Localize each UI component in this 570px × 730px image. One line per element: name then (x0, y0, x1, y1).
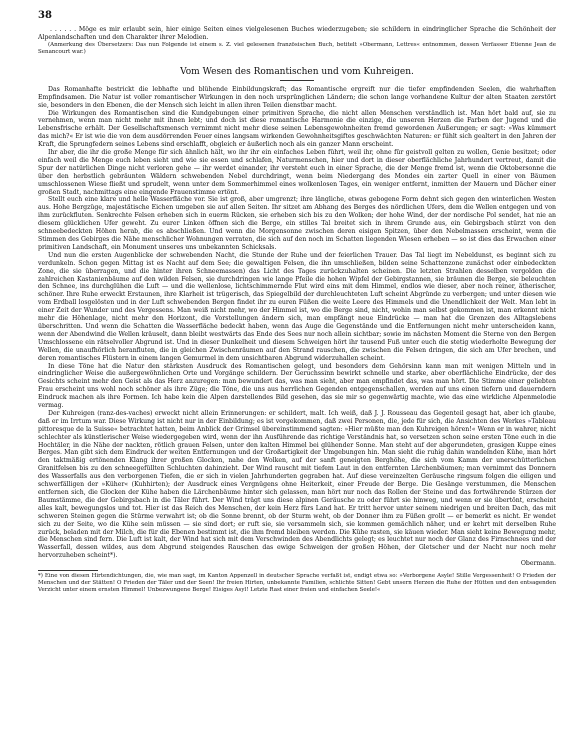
signature: Obermann. (520, 560, 556, 568)
body-paragraph: Die Wirkungen des Romantischen sind die Kundgebungen einer primitiven Sprache, die nicht allen Menschen verständlich ist. Man hört bald auf, sie zu vernehmen, wenn man nicht mehr mit ihnen lebt; und doch ist diese romantische Harmonie die einzige, die unseren Herzen die Farben der Jugend und die Lebensfrische erhält. Der Gesellschaftsmensch vernimmt nicht mehr diese seinen Lebensgewohnheiten fremd gewordenen Äußerungen; er sagt: »Was kümmert das mich?« Er ist wie die von dem ausdörrenden Feuer eines langsam wirkenden Gewohnheitsgiftes geschwächten Naturen: er fühlt sich gealtert in den Jahren der Kraft, die Sprungfedern seines Lebens sind erschlafft, obgleich er äußerlich noch als ein ganzer Mann erscheint. (38, 109, 556, 149)
body-paragraph: Und nun die ersten Augenblicke der schwebenden Nacht, die Stunde der Ruhe und der feierlichen Trauer. Das Tal liegt im Nebeldunst, es beginnt sich zu verdunkeln. Schon gegen Mittag ist es Nacht auf dem See; die gewaltigen Felsen, die ihn umschließen, bilden seine Schattenzone zunächst oder einbedeckten Zone, die sie überragen, und die hinter ihren Schneemassen) das Licht des Tages zurückzuhalten scheinen. Die letzten Strahlen desselben vergolden die zahlreichen Kastanienbäume auf den wilden Felsen, sie durchdringen wie lange Pfeile die hohen Wipfel der Gebirgstannen, sie bräunen die Berge, sie beleuchten den Schnee, ins durchglühen die Luft — und die wellenlose, lichtschimmernde Flut wird eins mit dem Himmel, endlos wie dieser, aber noch reiner, ätherischer, schöner. Ihre Ruhe erweckt Erstaunen, ihre Klarheit ist trügerisch, das Spiegelbild der durchleuchteten Luft scheint Abgründe zu verbergen; und unter diesen wie vom Erdball losgelösten und in der Luft schwebenden Bergen findet ihr zu euren Füßen die weite Leere des Himmels und die Unendlichkeit der Welt. Man lebt in einer Zeit der Wunder und des Vergessens. Man weiß nicht mehr, wo der Himmel ist, wo die Berge sind, nicht, wohin man selbst gekommen ist, man erkennt nicht mehr die Höhenlage, nicht mehr den Horizont, die Vorstellungen ändern sich, man empfängt neue Eindrücke — man hat die Grenzen des Alltagslebens überschritten. Und wenn die Schatten die Wasserfläche bedeckt haben, wenn das Auge die Gegenstände und die Entfernungen nicht mehr unterscheiden kann, wenn der Abendwind die Wellen kräuselt, dann bleibt westwärts das Ende des Sees nur noch allein sichtbar; sowie im nächsten Moment die Sterne von den Bergen Umschlossene ein rätselvoller Abgrund ist. Und in dieser Dunkelheit und diesem Schweigen hört ihr tausend Fuß unter euch die stetig wiederholte Bewegung der Wellen, die unaufhörlich heranfluten, die in gleichen Zwischenräumen auf den Strand rauschen, die zwischen die Felsen dringen, die sich am Ufer brechen, und deren romantisches Flüstern in einem langen Gemurmel in dem unsichtbaren Abgrund widerzuhallen scheint. (38, 251, 556, 362)
body-paragraph: Ihr aber, die ihr die große Menge für sich ähnlich hält, wo ihr ihr ein einfaches Leben führt, weil ihr, ohne für geistvoll gelten zu wollen, Genie besitzet; oder einfach weil die Menge euch leben sieht und wie sie essen und schlafen, Naturmenschen, hier und dort in dieser oberflächliche Jahrhundert vertreut, damit die Spur der natürlichen Dinge nicht verloren gehe — ihr werdet einander, ihr versteht euch in einer Sprache, die der Menge fremd ist, wenn die Oktobersonne die über den herbstlich gebräunten Wäldern schwebenden Nebel durchdringt, wenn beim Niedergang des Mondes ein zarter Quell in einer von Bäumen umschlossenen Wiese fließt und sprudelt, wenn unter dem Sommerhimmel eines wolkenlosen Tages, ein weniger entfernt, inmitten der Mauern und Dächer einer großen Stadt, nachmittags eine eingende Frauenstimme ertönt. (38, 149, 556, 196)
footnote: *) Eine von diesen Hirtendichtungen, die, wie man sagt, im Kanton Appenzell in deutscher Sprache verfaßt ist, endigt etwa so: »Verborgene Asyle! Stille Vergessenheit! O Frieden der Menschen und der Stätten! O Frieden der Täler und der Seen! Ihr freien Hirten, unbekannte Familien, schlichte Sitten! Gebt unsern Herzen die Ruhe der Hütten und den entsagenden Verzicht unter einem ernsten Himmel! Unbezwungene Berge! Eisiges Asyl! Letzte Rast einer freien und einfachen Seele!« (38, 573, 556, 593)
intro-paragraph: . . . . . . Möge es mir erlaubt sein, hier einige Seiten eines vielgelesenen Buches wiederzugeben; sie schildern in eindringlicher Sprache die Schönheit der Alpenlandschaften und den Charakter ihrer Melodien. (38, 26, 556, 41)
translator-note: (Anmerkung des Übersetzers: Das nun Folgende ist einem s. Z. viel gelesenen französischen Buch, betitelt »Obermann, Lettres« entnommen, dessen Verfasser Etienne Jean de Senancourt war.) (38, 42, 556, 55)
body-text (38, 86, 556, 560)
section-title: Vom Wesen des Romantischen und vom Kuhreigen. (180, 66, 414, 77)
footnote-divider (38, 570, 98, 571)
book-page (38, 10, 556, 594)
title-divider (280, 80, 314, 81)
body-paragraph: Stellt euch eine klare und helle Wasserfläche vor. Sie ist groß, aber umgrenzt; ihre längliche, etwas gebogene Form dehnt sich gegen den winterlichen Westen aus. Hohe Bergzüge, majestätische Eichen umgeben sie auf allen Seiten. Ihr sitzet am Abhang des Berges des nördlichen Ufers, dem die Wellen entgegen und von ihm zurückfluten. Senkrechte Felsen erheben sich in euerm Rücken, sie erheben sich bis zu den Wolken; der hohe Wind, der der nordische Pol sendet, hat nie an diesem glücklichen Ufer geweht. Zu eurer Linken öffnen sich die Berge, ein stilles Tal breitet sich in ihrem Grunde aus, ein Gebirgsbach stürzt von den schneebedeckten Höhen herab, die es abschließen. Und wenn die Morgensonne zwischen deren eisigen Spitzen, über den Nebelmassen erscheint, wenn die Stimmen des Gebirges die Nähe menschlicher Wohnungen verraten, die sich auf den noch im Schatten liegenden Wiesen erheben — so ist dies das Erwachen einer primitiven Landschaft, ein Monument unseres uns unbekannten Schicksals. (38, 196, 556, 251)
body-paragraph: In diese Töne hat die Natur den stärksten Ausdruck des Romantischen gelegt, und besonders dem Gehörsinn kann man mit wenigen Mitteln und in eindringlicher Weise die außergewöhnlichen Orte und Vorgänge schildern. Der Geruchssinn bewirkt schnelle und starke, aber oberflächliche Eindrücke, der des Gesichts scheint mehr den Geist als das Herz anzuregen: man bewundert das, was man sieht, aber man empfindet das, was man hört. Die Stimme einer geliebten Frau erscheint uns wohl noch schöner als ihre Züge; die Töne, die uns aus herrlichen Gegenden entgegenschallen, werden auf uns einen tiefern und dauerndern Eindruck machen als ihre Formen. Ich habe kein die Alpen darstellendes Bild gesehen, das sie mir so gegenwärtig machte, wie das eine wirkliche Alpenmelodie vermag. (38, 362, 556, 410)
body-paragraph: Das Romanhafte bestrickt die lebhafte und blühende Einbildungskraft; das Romantische ergreift nur die tiefer empfindenden Seelen, die wahrhaften Empfindsamen. Die Natur ist voller romantischer Wirkungen in den noch ursprünglichen Ländern; die schon lange vorhandene Kultur der alten Staaten zerstört sie, besonders in den Ebenen, die der Mensch sich leicht in allen ihren Teilen dienstbar macht. (38, 85, 556, 109)
body-paragraph: Der Kuhreigen (ranz-des-vaches) erweckt nicht allein Erinnerungen: er schildert, malt. Ich weiß, daß J. J. Rousseau das Gegenteil gesagt hat, aber ich glaube, daß er im Irrtum war. Diese Wirkung ist nicht nur in der Einbildung; es ist vorgekommen, daß zwei Personen, die, jede für sich, die Ansichten des Werkes »Tableau pittoresque de la Suisse« betrachtet hatten, beim Anblick der Grimsel übereinstimmend sagten: »Hier müßte man den Kuhreigen hören!« Wenn er in wahrer, nicht schlechter als künstlerischer Weise wiedergegeben wird, wenn der ihn Ausführende das richtige Verständnis hat, so versetzen schon seine ersten Töne euch in die Hochtäler, in die Nähe der nackten, rötlich grauen Felsen, unter den kalten Himmel bei glühender Sonne. Man steht auf der abgerundeten, grasigen Kuppe eines Berges. Man gibt sich dem Eindruck der weiten Entfernungen und der Großartigkeit der Umgebungen hin. Man sieht die ruhig dahin wandelnden Kühe, man hört den taktmäßig ertönenden Klang ihrer großen Glocken, nahe den Wolken, auf der sanft geneigten Berghöhe, die sich vom Kamm der unerschütterlichen Granitfelsen bis zu den schneegefüllten Schluchten dahinzieht. Der Wind rauscht mit tiefem Laut in den entfernten Lärchenbäumen; man vernimmt das Donnern des Wasserfalls aus den verborgenen Tiefen, die er sich in vielen Jahrhunderten gegraben hat. Auf diese vereinzelten Geräusche ringsum folgen die eiligen und schwerfälligen der »Küher« (Kuhhirten); der Ausdruck eines Vergnügens ohne Heiterkeit, einer Freude der Berge. Die Gesänge verstummen, die Menschen entfernen sich, die Glocken der Kühe haben die Lärchenbäume hinter sich gelassen, man hört nur noch das Rollen der Steine und das fortwährende Stürzen der Baumstämme, die der Gebirgsbach in die Täler führt. Der Wind trägt uns diese alpinen Geräusche zu oder führt sie hinweg, und wenn er sie übertönt, erscheint alles kalt, bewegungslos und tot. Hier ist das Reich des Menschen, der kein Herz fürs Land hat. Er tritt hervor unter seinem niedrigen und breiten Dach, das mit schweren Steinen gegen die Stürme verwahrt ist; ob die Sonne brennt, ob der Sturm weht, ob der Donner ihm zu Füßen grollt — er bemerkt es nicht. Er wendet sich zu der Seite, wo die Kühe sein müssen — sie sind dort; er ruft sie, sie versammeln sich, sie kommen gemächlich näher, und er kehrt mit derselben Ruhe zurück, beladen mit der Milch, die für die Ebenen bestimmt ist, die ihm fremd bleiben werden. Die Kühe rasten, sie käuen wieder. Man sieht keine Bewegung mehr, die Menschen sind fern. Die Luft ist kalt, der Wind hat sich mit dem Verschwinden des Abendlichts gelegt; es leuchtet nur noch der Glanz des Firnschnees und der Wasserfall, dessen wildes, aus dem Abgrund steigendes Rauschen das ewige Schweigen der großen Höhen, der Gletscher und der Nacht nur noch mehr hervorzuheben scheint*). (38, 409, 556, 560)
page-number: 38 (38, 10, 52, 21)
